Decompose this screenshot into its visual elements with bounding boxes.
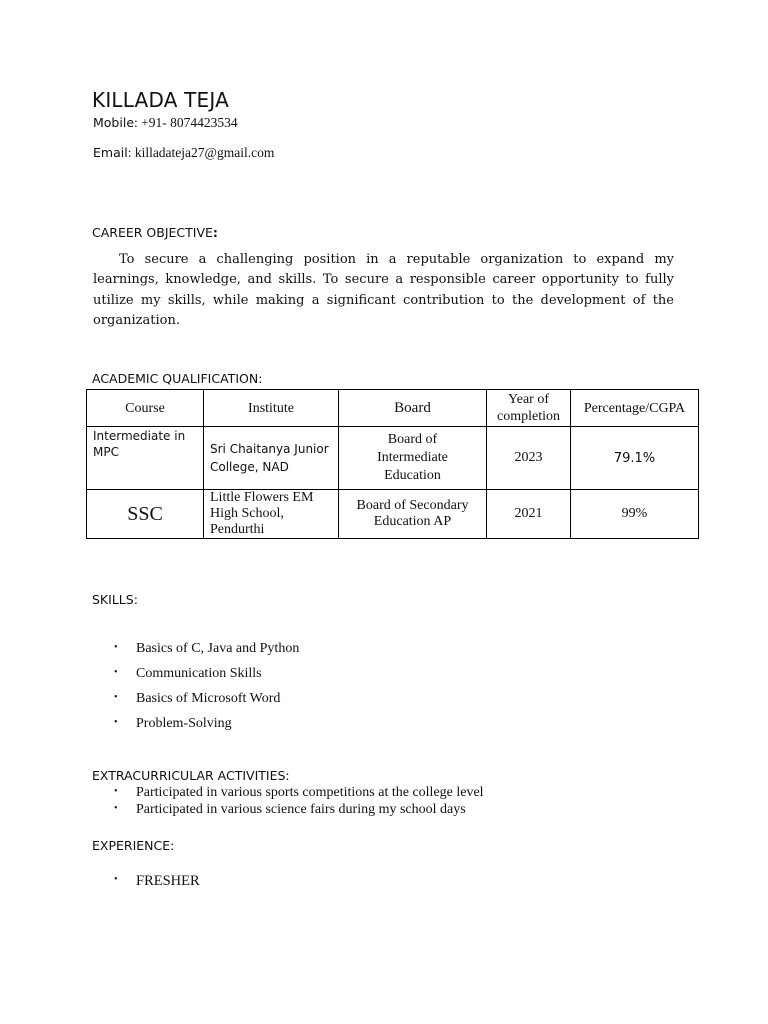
cell-percentage: 79.1% xyxy=(571,427,699,490)
mobile-label: Mobile xyxy=(93,115,135,130)
academic-colon: : xyxy=(258,371,263,386)
activity-text: Participated in various sports competitions at the college level xyxy=(136,785,484,800)
cell-year: 2021 xyxy=(487,490,571,539)
column-header-percentage: Percentage/CGPA xyxy=(571,390,699,427)
skills-list xyxy=(114,641,300,741)
mobile-line xyxy=(93,115,238,131)
cell-board: Board of Intermediate Education xyxy=(339,427,487,490)
skill-text: Communication Skills xyxy=(136,666,262,681)
column-header-board: Board xyxy=(339,390,487,427)
extracurricular-list xyxy=(114,785,484,819)
column-header-institute: Institute xyxy=(204,390,339,427)
bullet-icon: • xyxy=(114,667,118,678)
bullet-icon: • xyxy=(114,642,118,653)
list-item xyxy=(114,691,299,716)
academic-table xyxy=(86,389,699,539)
cell-board: Board of Secondary Education AP xyxy=(339,490,487,539)
table-header-row xyxy=(87,390,699,427)
cell-course: Intermediate in MPC xyxy=(87,427,204,490)
bullet-icon: • xyxy=(114,692,118,703)
skills-colon: : xyxy=(133,592,138,607)
experience-list xyxy=(114,873,200,891)
cell-course: SSC xyxy=(87,490,204,539)
career-objective-colon: : xyxy=(212,225,218,240)
email-label: Email xyxy=(93,145,128,160)
table-row xyxy=(87,427,699,490)
column-header-year: Year of completion xyxy=(487,390,571,427)
skill-text: Basics of Microsoft Word xyxy=(136,691,281,706)
bullet-icon: • xyxy=(114,803,118,814)
list-item xyxy=(114,802,484,819)
list-item xyxy=(114,785,484,802)
mobile-value: : +91- 8074423534 xyxy=(134,115,238,130)
skills-title: SKILLS xyxy=(92,592,134,607)
bullet-icon: • xyxy=(114,717,118,728)
bullet-icon: • xyxy=(114,874,118,885)
experience-heading: EXPERIENCE: xyxy=(92,838,175,853)
cell-institute: Sri Chaitanya Junior College, NAD xyxy=(204,427,339,490)
activity-text: Participated in various science fairs during my school days xyxy=(136,802,466,817)
career-objective-title: CAREER OBJECTIVE xyxy=(92,225,213,240)
email-value: : killadateja27@gmail.com xyxy=(127,145,275,160)
list-item xyxy=(114,716,299,741)
list-item xyxy=(114,666,299,691)
experience-text: FRESHER xyxy=(136,873,200,889)
cell-year: 2023 xyxy=(487,427,571,490)
column-header-course: Course xyxy=(87,390,204,427)
candidate-name: KILLADA TEJA xyxy=(92,88,230,112)
academic-heading xyxy=(92,371,262,386)
skills-heading xyxy=(92,592,138,607)
career-objective-heading xyxy=(92,225,218,240)
cell-institute: Little Flowers EM High School, Pendurthi xyxy=(204,490,339,539)
cell-percentage: 99% xyxy=(571,490,699,539)
extracurricular-heading: EXTRACURRICULAR ACTIVITIES: xyxy=(92,768,290,783)
table-row xyxy=(87,490,699,539)
bullet-icon: • xyxy=(114,786,118,797)
skill-text: Problem-Solving xyxy=(136,716,232,731)
skill-text: Basics of C, Java and Python xyxy=(136,641,300,656)
email-line xyxy=(93,145,274,161)
academic-title: ACADEMIC QUALIFICATION xyxy=(92,371,259,386)
list-item xyxy=(114,641,300,666)
list-item xyxy=(114,873,200,891)
career-objective-text: To secure a challenging position in a reputable organization to expand my learnings, knowledge, and skills. To secure a responsible career opportunity to fully utilize my skills, while making a significant contribution to the development of the organization. xyxy=(93,252,674,328)
